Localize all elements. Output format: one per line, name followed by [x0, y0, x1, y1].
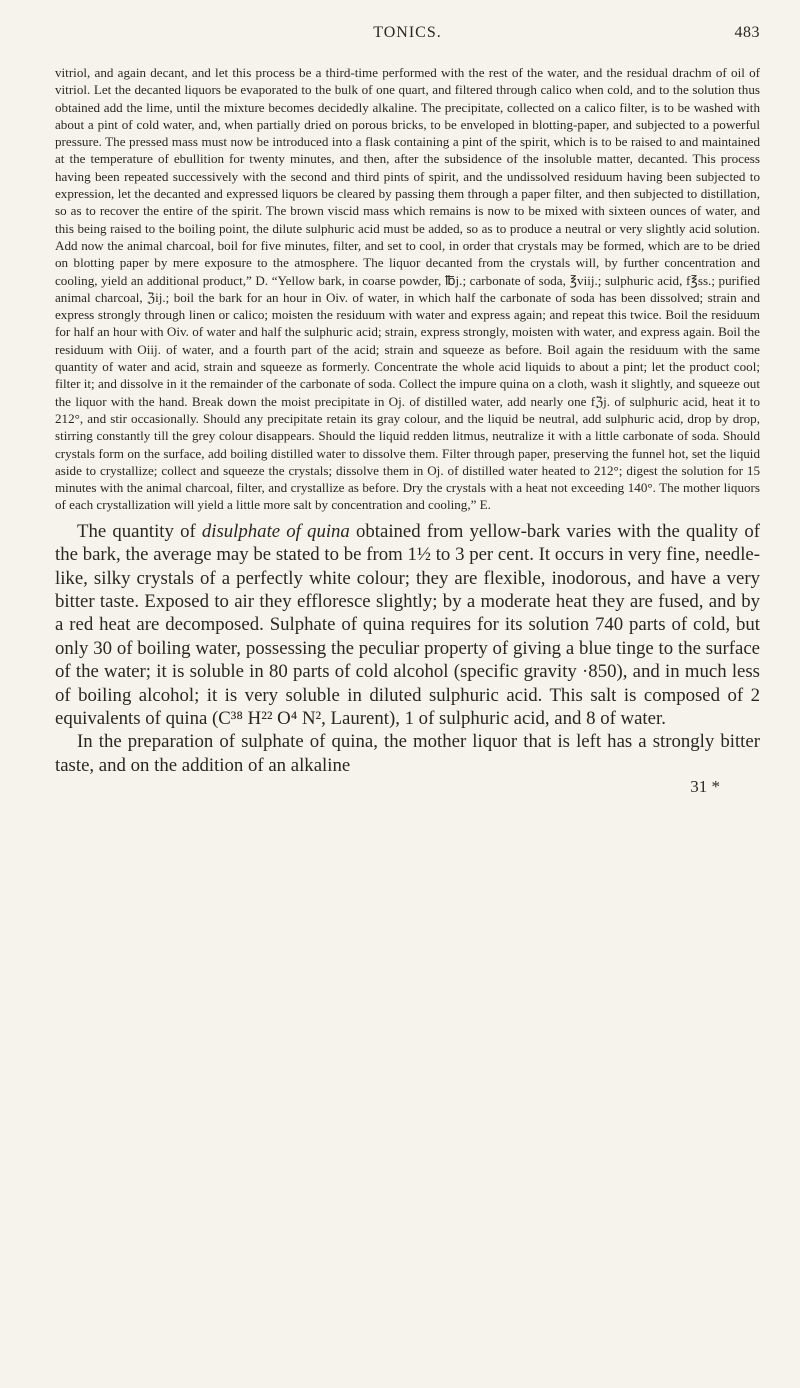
page-number: 483	[734, 24, 760, 41]
book-page	[55, 18, 760, 797]
para1-lead: The quantity of	[77, 520, 202, 542]
body-paragraph-2: In the preparation of sulphate of quina, the mother liquor that is left has a strongly bitter taste, and on the addition of an alkaline	[55, 731, 760, 776]
extract-paragraph: vitriol, and again decant, and let this process be a third-time performed with the rest of the water, and the residual drachm of oil of vitriol. Let the decanted liquors be evaporated to the bulk of one quart, and filtered through calico when cold, and to the solution thus obtained add the lime, until the mixture becomes decidedly alkaline. The precipitate, collected on a calico filter, is to be washed with about a pint of cold water, and, when partially dried on porous bricks, to be enveloped in blotting-paper, and subjected to a powerful pressure. The pressed mass must now be introduced into a flask containing a pint of the spirit, which is to be raised to and maintained at the temperature of ebullition for twenty minutes, and then, after the subsidence of the insoluble matter, decanted. This process having been repeated successively with the second and third pints of spirit, and the undissolved residuum having been subjected to expression, let the decanted and expressed liquors be cleared by passing them through a paper filter, and then subjected to distillation, so as to recover the entire of the spirit. The brown viscid mass which remains is now to be mixed with sixteen ounces of water, and this being raised to the boiling point, the dilute sulphuric acid must be added, so as to produce a neutral or very slightly acid solution. Add now the animal charcoal, boil for five minutes, filter, and set to cool, in order that crystals may be formed, which are to be dried on blotting paper by mere exposure to the atmosphere. The liquor decanted from the crystals will, by further concentration and cooling, yield an additional product,” D. “Yellow bark, in coarse powder, ℔j.; carbonate of soda, ℥viij.; sulphuric acid, f℥ss.; purified animal charcoal, ℨij.; boil the bark for an hour in Oiv. of water, in which half the carbonate of soda has been dissolved; strain and express strongly through linen or calico; moisten the residuum with water and express again; and repeat this twice. Boil the residuum for half an hour with Oiv. of water and half the sulphuric acid; strain, express strongly, moisten with water, and express again. Boil the residuum with Oiij. of water, and a fourth part of the acid; strain and squeeze as before. Boil again the residuum with the same quantity of water and acid, strain and squeeze as formerly. Concentrate the whole acid liquids to about a pint; let the product cool; filter it; and dissolve in it the remainder of the carbonate of soda. Collect the impure quina on a cloth, wash it slightly, and squeeze out the liquor with the hand. Break down the moist precipitate in Oj. of distilled water, add nearly one fℨj. of sulphuric acid, heat it to 212°, and stir occasionally. Should any precipitate retain its gray colour, and the liquid be neutral, add sulphuric acid, drop by drop, stirring constantly till the grey colour disappears. Should the liquid redden litmus, neutralize it with a little carbonate of soda. Should crystals form on the surface, add boiling distilled water to dissolve them. Filter through paper, preserving the funnel hot, set the liquid aside to crystallize; collect and squeeze the crystals; dissolve them in Oj. of distilled water heated to 212°; digest the solution for 15 minutes with the animal charcoal, filter, and crystallize as before. Dry the crystals with a heat not exceeding 140°. The mother liquors of each crystallization will yield a little more salt by concentration and cooling,” E.	[55, 65, 760, 513]
signature-mark: 31 *	[690, 777, 720, 797]
body-paragraph-1	[55, 520, 760, 731]
para1-italic-term: disulphate of quina	[201, 520, 350, 542]
para1-rest: obtained from yellow-bark varies with the quality of the bark, the average may be stated to be from 1½ to 3 per cent. It occurs in very fine, needle-like, silky crystals of a perfectly white colour; they are flexible, inodorous, and have a very bitter taste. Exposed to air they effloresce slightly; by a moderate heat they are fused, and by a red heat are decomposed. Sulphate of quina requires for its solution 740 parts of cold, but only 30 of boiling water, possessing the peculiar property of giving a blue tinge to the surface of the water; it is soluble in 80 parts of cold alcohol (specific gravity ·850), and in much less of boiling alcohol; it is very soluble in diluted sulphuric acid. This salt is composed of 2 equivalents of quina (C³⁸ H²² O⁴ N², Laurent), 1 of sulphuric acid, and 8 of water.	[55, 520, 760, 729]
running-title: TONICS.	[373, 24, 442, 41]
running-header	[55, 18, 760, 52]
